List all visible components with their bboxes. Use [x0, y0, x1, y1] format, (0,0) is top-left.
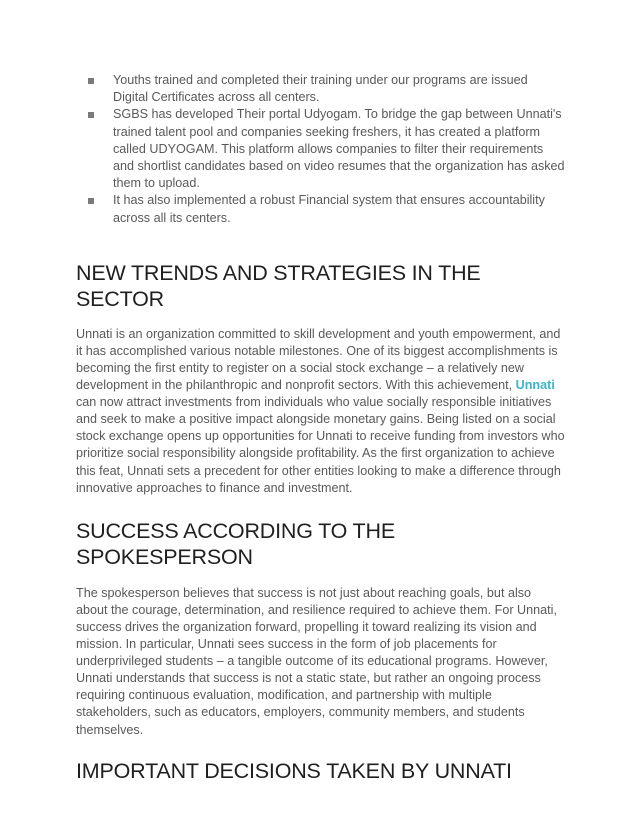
- paragraph-trends: [76, 326, 566, 497]
- bullet-text: Youths trained and completed their training under our programs are issued Digital Certificates across all centers.: [113, 73, 528, 105]
- bullet-text: It has also implemented a robust Financial system that ensures accountability across all its centers.: [113, 193, 545, 225]
- paragraph-text: Unnati is an organization committed to skill development and youth empowerment, and it has accomplished various notable milestones. One of its biggest accomplishments is becoming the first entity to register on a social stock exchange – a relatively new development in the philanthropic and nonprofit sectors. With this achievement,: [76, 326, 561, 393]
- section-heading-success: SUCCESS ACCORDING TO THE SPOKESPERSON: [76, 518, 395, 569]
- square-bullet-icon: [88, 78, 94, 84]
- list-item: [86, 72, 566, 106]
- unnati-link[interactable]: Unnati: [515, 378, 555, 393]
- section-heading-decisions: IMPORTANT DECISIONS TAKEN BY UNNATI: [76, 758, 512, 783]
- bullet-text: SGBS has developed Their portal Udyogam. To bridge the gap between Unnati's trained talent pool and companies seeking freshers, it has created a platform called UDYOGAM. This platform allows companies to filter their requirements and shortlist candidates based on video resumes that the organization has asked them to upload.: [113, 107, 565, 191]
- square-bullet-icon: [88, 198, 94, 204]
- section-heading-trends: NEW TRENDS AND STRATEGIES IN THE SECTOR: [76, 260, 481, 311]
- list-item: [86, 106, 566, 192]
- paragraph-success: The spokesperson believes that success is not just about reaching goals, but also about the courage, determination, and resilience required to achieve them. For Unnati, success drives the organization forward, propelling it toward realizing its vision and mission. In particular, Unnati sees success in the form of job placements for underprivileged students – a tangible outcome of its educational programs. However, Unnati understands that success is not a static state, but rather an ongoing process requiring continuous evaluation, modification, and partnership with multiple stakeholders, such as educators, employers, community members, and students themselves.: [76, 585, 557, 737]
- list-item: [86, 192, 566, 226]
- document-page: [76, 72, 566, 784]
- square-bullet-icon: [88, 112, 94, 118]
- bullet-list: [86, 72, 566, 227]
- paragraph-text: can now attract investments from individuals who value socially responsible initiatives and seek to make a positive impact alongside monetary gains. Being listed on a social stock exchange opens up opportunities for Unnati to receive funding from investors who prioritize social responsibility alongside profitability. As the first organization to achieve this feat, Unnati sets a precedent for other entities looking to make a difference through innovative approaches to finance and investment.: [76, 395, 565, 495]
